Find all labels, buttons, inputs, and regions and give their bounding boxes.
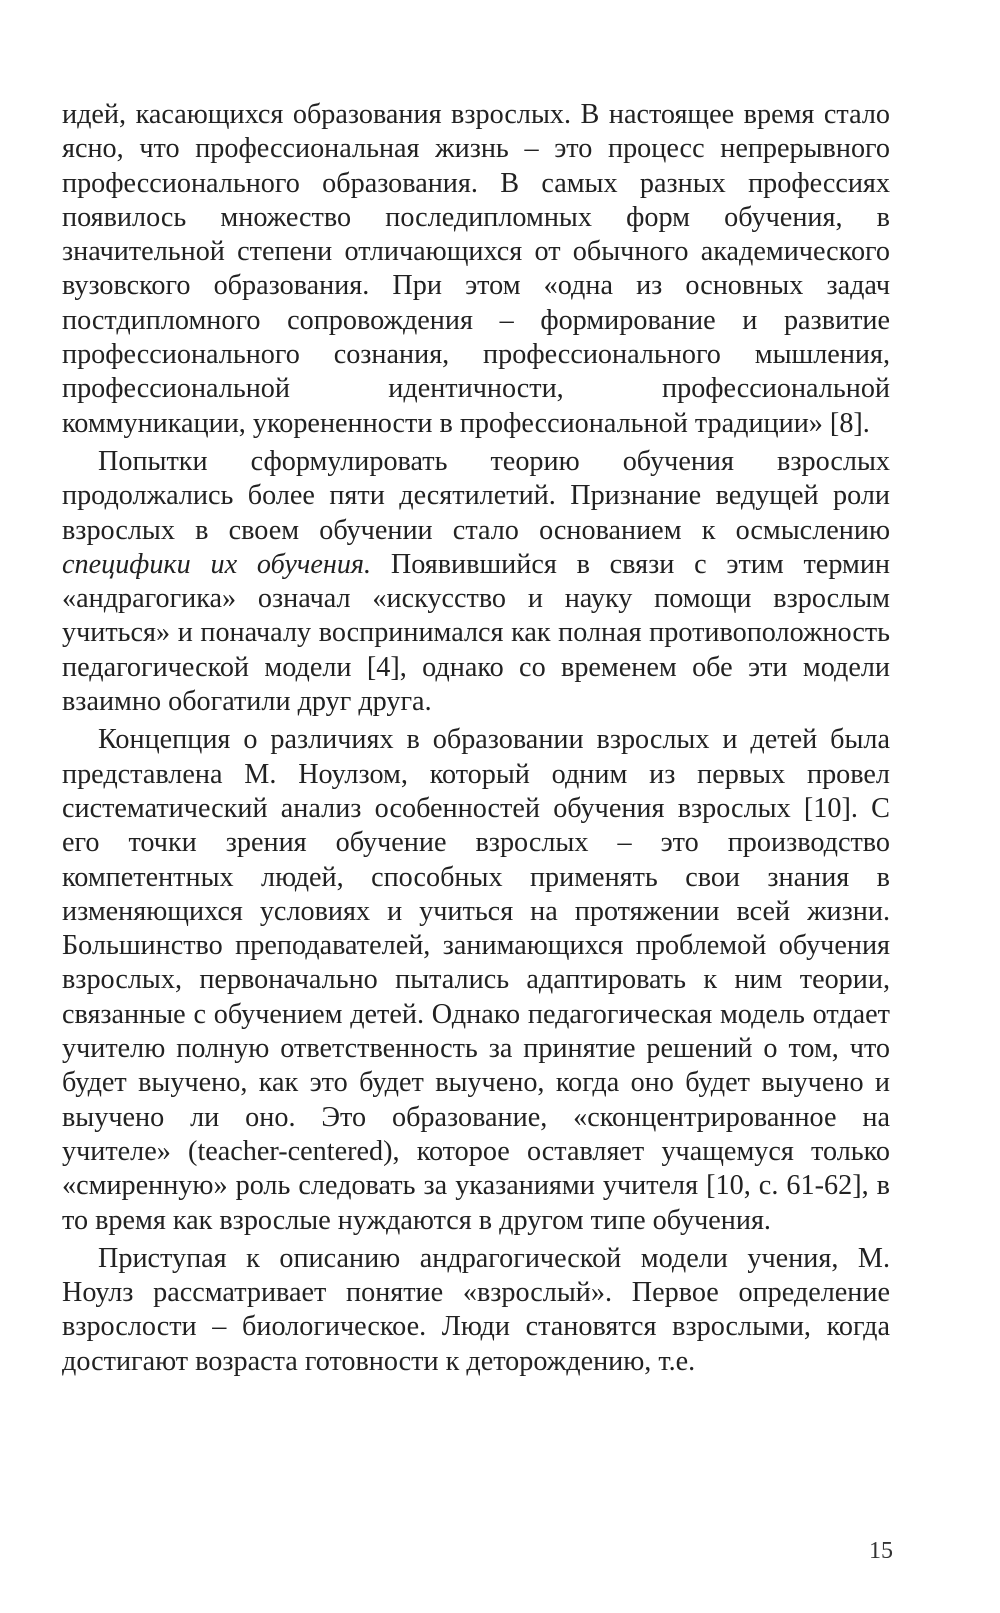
page-number: 15	[869, 1538, 893, 1564]
paragraph-2-italic-phrase: специфики их обучения.	[62, 548, 372, 580]
paragraph-2-text-end: Появившийся в связи с этим термин «андрагогика» означал «искусство и науку помощи взрослым учиться» и поначалу воспринимался как полная противоположность педагогической модели [4], однако со временем обе эти модели взаимно обогатили друг друга.	[62, 548, 890, 718]
paragraph-1	[62, 98, 890, 441]
body-text	[62, 98, 890, 1379]
paragraph-3-text: Концепция о различиях в образовании взрослых и детей была представлена М. Ноулзом, который одним из первых провел систематический анализ особенностей обучения взрослых [10]. С его точки зрения обучение взрослых – это производство компетентных людей, способных применять свои знания в изменяющихся условиях и учиться на протяжении всей жизни. Большинство преподавателей, занимающихся проблемой обучения взрослых, первоначально пытались адаптировать к ним теории, связанные с обучением детей. Однако педагогическая модель отдает учителю полную ответственность за принятие решений о том, что будет выучено, как это будет выучено, когда оно будет выучено и выучено ли оно. Это образование, «сконцентрированное на учителе» (teacher-centered), которое оставляет учащемуся только «смиренную» роль следовать за указаниями учителя [10, с. 61-62], в то время как взрослые нуждаются в другом типе обучения.	[62, 724, 890, 1236]
paragraph-4-text: Приступая к описанию андрагогической модели учения, М. Ноулз рассматривает понятие «взрослый». Первое определение взрослости – биологическое. Люди становятся взрослыми, когда достигают возраста готовности к деторождению, т.е.	[62, 1242, 890, 1377]
paragraph-4	[62, 1242, 890, 1379]
paragraph-2	[62, 445, 890, 719]
paragraph-3	[62, 723, 890, 1237]
paragraph-1-text: идей, касающихся образования взрослых. В настоящее время стало ясно, что профессиональная жизнь – это процесс непрерывного профессионального образования. В самых разных профессиях появилось множество последипломных форм обучения, в значительной степени отличающихся от обычного академического вузовского образования. При этом «одна из основных задач постдипломного сопровождения – формирование и развитие профессионального сознания, профессионального мышления, профессиональной идентичности, профессиональной коммуникации, укорененности в профессиональной традиции» [8].	[62, 99, 890, 439]
paragraph-2-text-start: Попытки сформулировать теорию обучения взрослых продолжались более пяти десятилетий. Признание ведущей роли взрослых в своем обучении стало основанием к осмыслению	[62, 445, 890, 546]
